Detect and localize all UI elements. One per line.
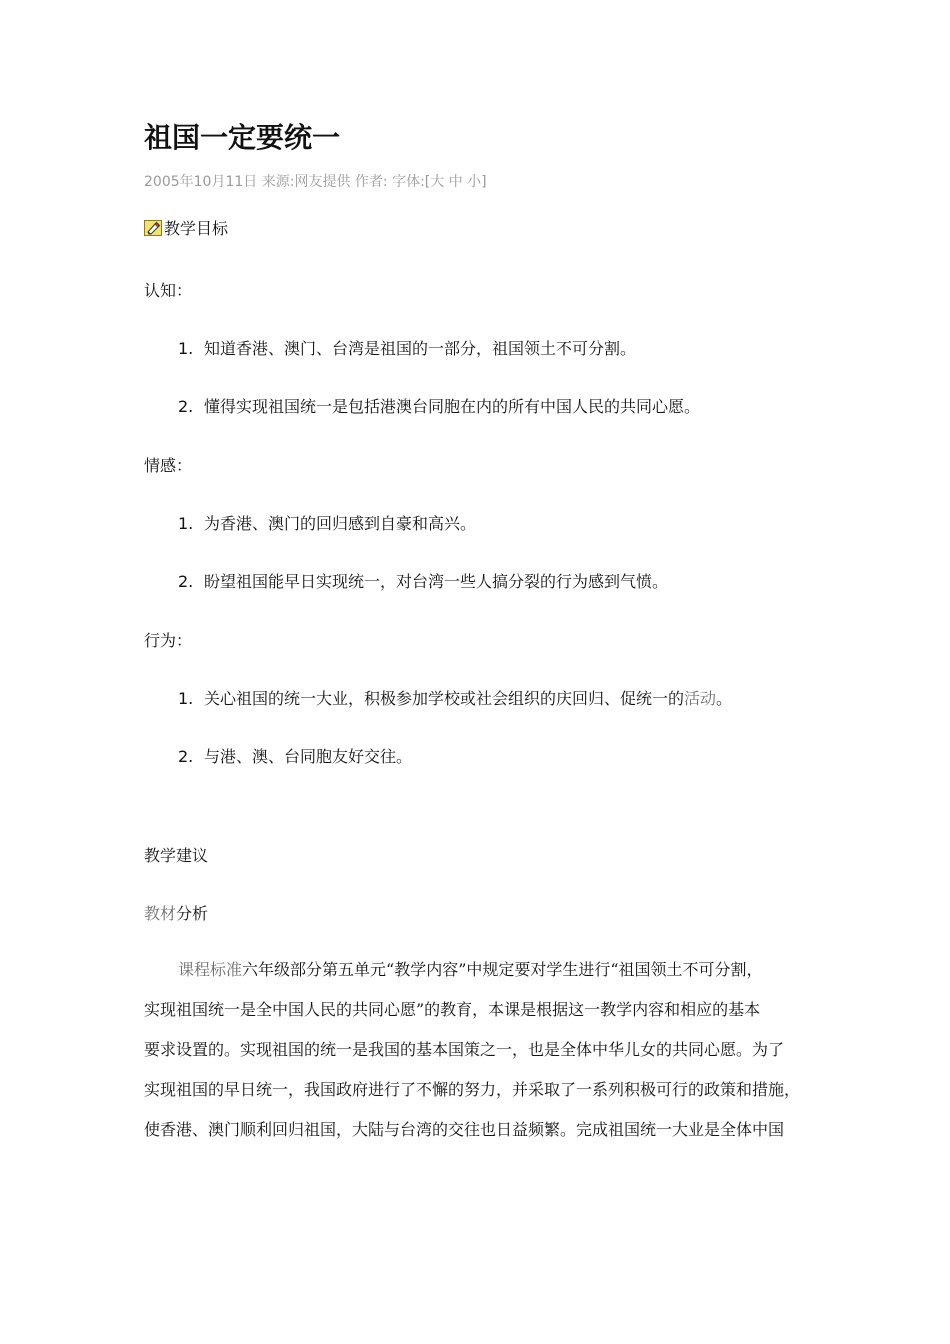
list-item xyxy=(178,570,668,594)
suggestion-heading: 教学建议 xyxy=(144,846,209,865)
meta-day: 11 xyxy=(225,174,244,190)
list-text: 关心祖国的统一大业，积极参加学校或社会组织的庆回归、促统一的 xyxy=(204,689,685,708)
list-item xyxy=(178,745,412,769)
list-number: 1. xyxy=(178,689,194,708)
list-number: 2. xyxy=(178,397,194,416)
list-item xyxy=(178,512,476,536)
list-item xyxy=(178,395,700,419)
list-number: 1. xyxy=(178,514,194,533)
list-number: 1. xyxy=(178,339,194,358)
textbook-link[interactable]: 教材 xyxy=(144,904,177,923)
list-number: 2. xyxy=(178,747,194,766)
body-paragraph xyxy=(144,950,834,1150)
list-item xyxy=(178,687,732,711)
list-text: 与港、澳、台同胞友好交往。 xyxy=(204,747,413,766)
meta-day-unit: 日 xyxy=(243,174,258,190)
paragraph-line: 实现祖国的早日统一，我国政府进行了不懈的努力，并采取了一系列积极可行的政策和措施， xyxy=(144,1080,801,1099)
meta-month: 10 xyxy=(193,174,212,190)
paragraph-line xyxy=(144,950,834,990)
list-text-end: 。 xyxy=(716,689,733,708)
section-heading-text: 教学目标 xyxy=(164,219,229,238)
list-item xyxy=(178,337,636,361)
paragraph-line-text: 六年级部分第五单元“教学内容”中规定要对学生进行“祖国领土不可分割， xyxy=(242,960,763,979)
list-number: 2. xyxy=(178,572,194,591)
paragraph-line: 使香港、澳门顺利回归祖国，大陆与台湾的交往也日益频繁。完成祖国统一大业是全体中国 xyxy=(144,1120,785,1139)
behavior-label: 行为： xyxy=(144,631,193,650)
section-heading-objectives xyxy=(144,217,228,241)
cognition-label: 认知： xyxy=(144,281,193,300)
paragraph-line: 要求设置的。实现祖国的统一是我国的基本国策之一，也是全体中华儿女的共同心愿。为了 xyxy=(144,1040,785,1059)
analysis-heading-rest: 分析 xyxy=(176,904,209,923)
article-meta xyxy=(144,172,487,192)
pencil-icon xyxy=(144,219,162,235)
meta-year-unit: 年 xyxy=(179,174,194,190)
meta-source[interactable]: 来源:网友提供 作者: 字体:[大 中 小] xyxy=(257,174,487,190)
meta-month-unit: 月 xyxy=(211,174,226,190)
meta-year: 2005 xyxy=(144,174,180,190)
emotion-label: 情感： xyxy=(144,456,193,475)
list-text: 懂得实现祖国统一是包括港澳台同胞在内的所有中国人民的共同心愿。 xyxy=(204,397,701,416)
analysis-heading xyxy=(144,902,208,926)
activity-link[interactable]: 活动 xyxy=(684,689,717,708)
curriculum-standard-link[interactable]: 课程标准 xyxy=(178,960,243,979)
list-text: 为香港、澳门的回归感到自豪和高兴。 xyxy=(204,514,477,533)
article-title: 祖国一定要统一 xyxy=(144,121,341,154)
list-text: 盼望祖国能早日实现统一，对台湾一些人搞分裂的行为感到气愤。 xyxy=(204,572,669,591)
paragraph-line: 实现祖国统一是全中国人民的共同心愿”的教育，本课是根据这一教学内容和相应的基本 xyxy=(144,1000,761,1019)
list-text: 知道香港、澳门、台湾是祖国的一部分，祖国领土不可分割。 xyxy=(204,339,637,358)
